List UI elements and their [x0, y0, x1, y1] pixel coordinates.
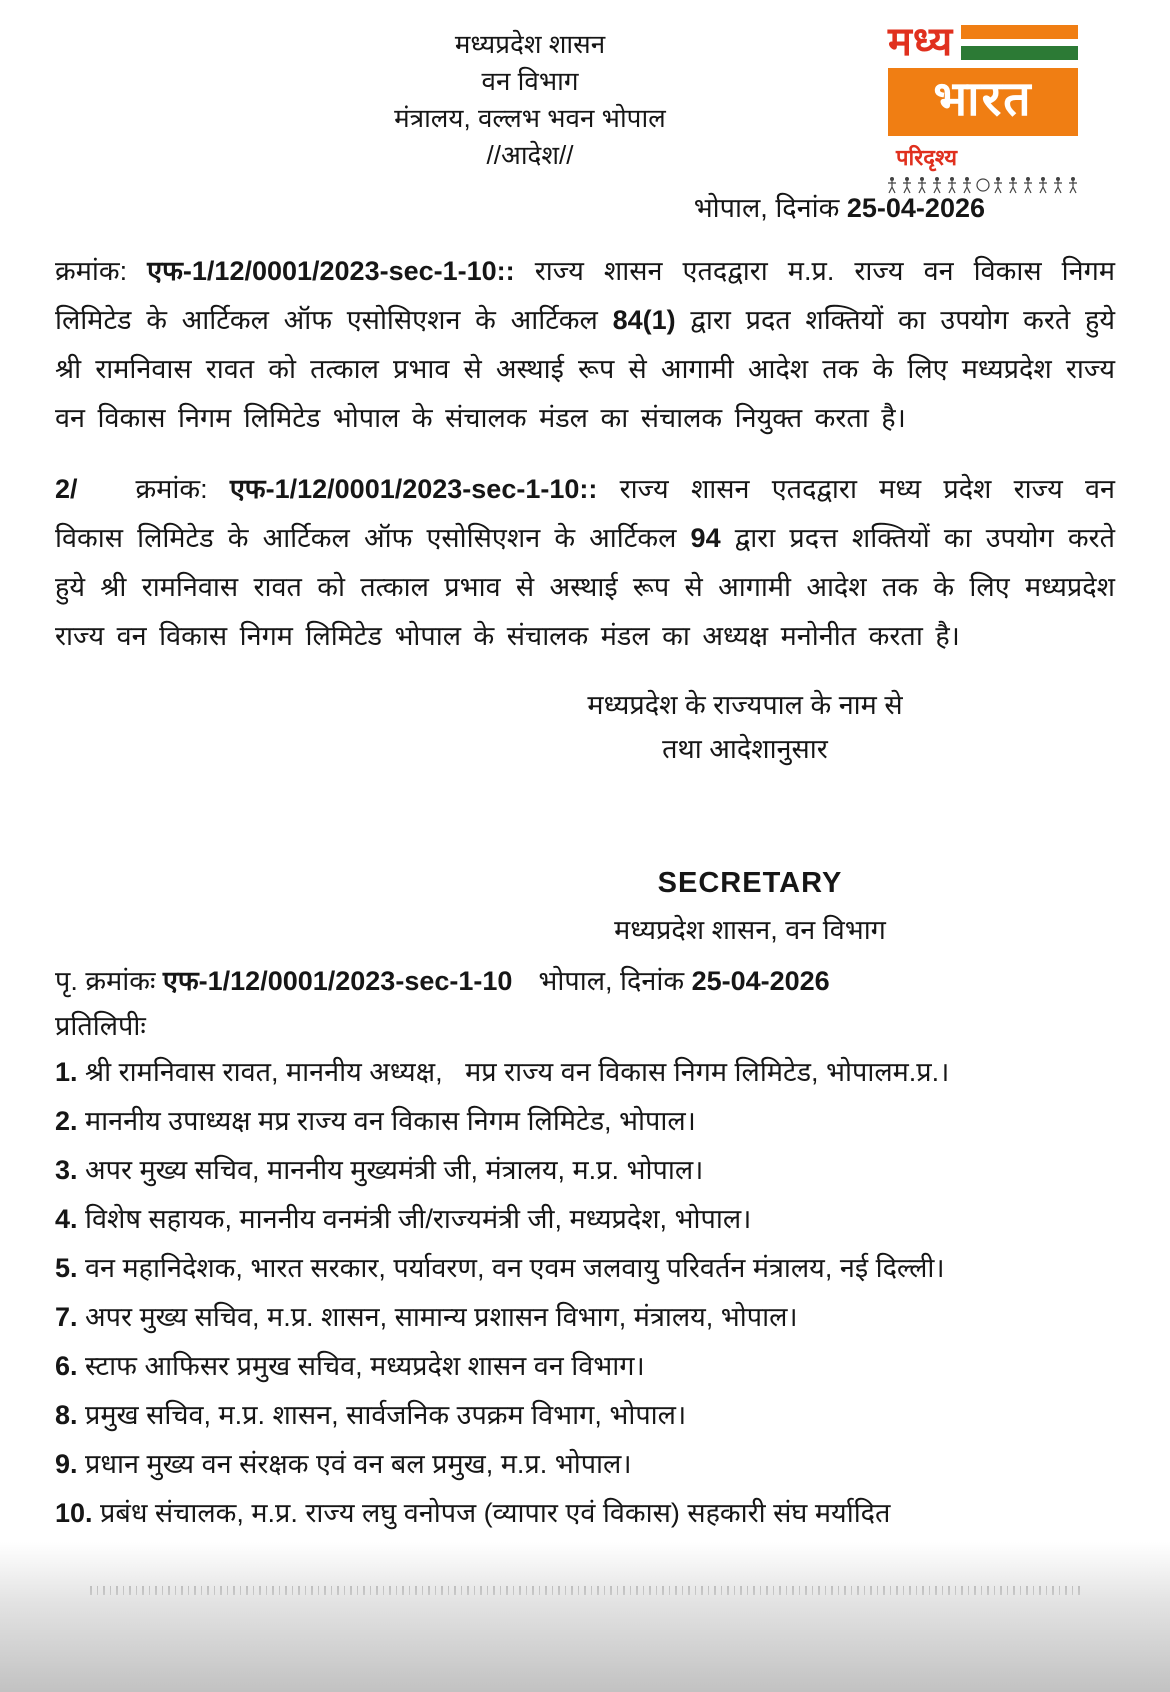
copy-item-number: 6. — [55, 1351, 86, 1381]
copy-recipient-item — [55, 1297, 1115, 1337]
letterhead — [55, 26, 1005, 174]
copy-item-text: प्रबंध संचालक, म.प्र. राज्य लघु वनोपज (व्यापार एवं विकास) सहकारी संघ मर्यादित — [100, 1498, 891, 1528]
copy-item-text: अपर मुख्य सचिव, म.प्र. शासन, सामान्य प्रशासन विभाग, मंत्रालय, भोपाल। — [85, 1302, 798, 1332]
order-paragraph-2-text: क्रमांक: एफ-1/12/0001/2023-sec-1-10:: राज्य शासन एतदद्वारा मध्य प्रदेश राज्य वन विकास लिमिटेड के आर्टिकल ऑफ एसोसिएशन के आर्टिकल 94 द्वारा प्रदत्त शक्तियों का उपयोग करते हुये श्री रामनिवास रावत को तत्काल प्रभाव से अस्थाई रूप से आगामी आदेश तक के लिए मध्यप्रदेश राज्य वन विकास निगम लिमिटेड भोपाल के संचालक मंडल का अध्यक्ष मनोनीत करता है। — [55, 474, 1115, 651]
cutoff-text-remnant — [90, 1586, 1080, 1595]
copy-item-number: 5. — [55, 1253, 86, 1283]
signatory-title: SECRETARY — [657, 867, 843, 899]
copy-recipient-item — [55, 1346, 1115, 1386]
endorsement-place-date: भोपाल, दिनांक 25-04-2026 — [538, 966, 830, 996]
copy-item-text: अपर मुख्य सचिव, माननीय मुख्यमंत्री जी, मंत्रालय, म.प्र. भोपाल। — [85, 1155, 704, 1185]
copy-item-text: माननीय उपाध्यक्ष मप्र राज्य वन विकास निगम लिमिटेड, भोपाल। — [85, 1106, 696, 1136]
copy-item-number: 9. — [55, 1449, 86, 1479]
governor-name-line: मध्यप्रदेश के राज्यपाल के नाम से — [587, 690, 903, 720]
logo-word-bharat: भारत — [888, 68, 1078, 136]
copy-item-number: 10. — [55, 1498, 101, 1528]
signatory-department: मध्यप्रदेश शासन, वन विभाग — [614, 915, 886, 945]
copy-item-number: 1. — [55, 1057, 86, 1087]
copy-item-text: विशेष सहायक, माननीय वनमंत्री जी/राज्यमंत्री जी, मध्यप्रदेश, भोपाल। — [85, 1204, 752, 1234]
copy-recipient-item — [55, 1395, 1115, 1435]
copy-item-number: 4. — [55, 1204, 86, 1234]
order-date: 25-04-2026 — [846, 193, 985, 223]
copy-recipient-item — [55, 1150, 1115, 1190]
copy-to-list — [55, 1052, 1115, 1533]
paragraph-number: 2/ — [55, 474, 78, 504]
department-name: वन विभाग — [481, 66, 579, 96]
endorsement-line — [55, 961, 1115, 998]
copy-item-text: प्रमुख सचिव, म.प्र. शासन, सार्वजनिक उपक्रम विभाग, भोपाल। — [85, 1400, 687, 1430]
govt-name: मध्यप्रदेश शासन — [454, 29, 606, 59]
order-title: //आदेश// — [486, 140, 574, 170]
by-order-block — [505, 683, 985, 771]
copy-recipient-item — [55, 1052, 1115, 1092]
logo-word-paridrishya: परिदृश्य — [896, 145, 957, 170]
place-date-prefix: भोपाल, दिनांक — [693, 193, 847, 223]
as-per-order-line: तथा आदेशानुसार — [662, 734, 828, 764]
copy-item-number: 7. — [55, 1302, 86, 1332]
copy-item-text: स्टाफ आफिसर प्रमुख सचिव, मध्यप्रदेश शासन वन विभाग। — [85, 1351, 645, 1381]
copy-item-number: 3. — [55, 1155, 86, 1185]
copy-item-text: प्रधान मुख्य वन संरक्षक एवं वन बल प्रमुख, म.प्र. भोपाल। — [85, 1449, 632, 1479]
logo-word-madhya: मध्य — [888, 20, 954, 64]
copy-recipient-item — [55, 1199, 1115, 1239]
signature-block — [535, 867, 965, 947]
copy-item-number: 8. — [55, 1400, 86, 1430]
endorsement-ref-number: पृ. क्रमांकः एफ-1/12/0001/2023-sec-1-10 — [55, 966, 513, 996]
order-paragraph-1: क्रमांक: एफ-1/12/0001/2023-sec-1-10:: राज्य शासन एतदद्वारा म.प्र. राज्य वन विकास निगम लिमिटेड के आर्टिकल ऑफ एसोसिएशन के आर्टिकल 84(1) द्वारा प्रदत शक्तियों का उपयोग करते हुये श्री रामनिवास रावत को तत्काल प्रभाव से अस्थाई रूप से आगामी आदेश तक के लिए मध्यप्रदेश राज्य वन विकास निगम लिमिटेड भोपाल के संचालक मंडल का संचालक नियुक्त करता है। — [55, 256, 1115, 433]
bottom-fade-gradient — [0, 1542, 1170, 1692]
ministry-address: मंत्रालय, वल्लभ भवन भोपाल — [394, 103, 666, 133]
place-date-line — [55, 188, 1115, 225]
order-paragraph-2 — [55, 465, 1115, 661]
copy-recipient-item — [55, 1444, 1115, 1484]
copy-to-label: प्रतिलिपीः — [55, 1011, 146, 1041]
copy-item-text: वन महानिदेशक, भारत सरकार, पर्यावरण, वन एवम जलवायु परिवर्तन मंत्रालय, नई दिल्ली। — [85, 1253, 945, 1283]
copy-item-number: 2. — [55, 1106, 86, 1136]
copy-recipient-item — [55, 1248, 1115, 1288]
copy-recipient-item — [55, 1101, 1115, 1141]
copy-recipient-item — [55, 1493, 1115, 1533]
copy-item-text: श्री रामनिवास रावत, माननीय अध्यक्ष, मप्र राज्य वन विकास निगम लिमिटेड, भोपालम.प्र.। — [85, 1057, 950, 1087]
